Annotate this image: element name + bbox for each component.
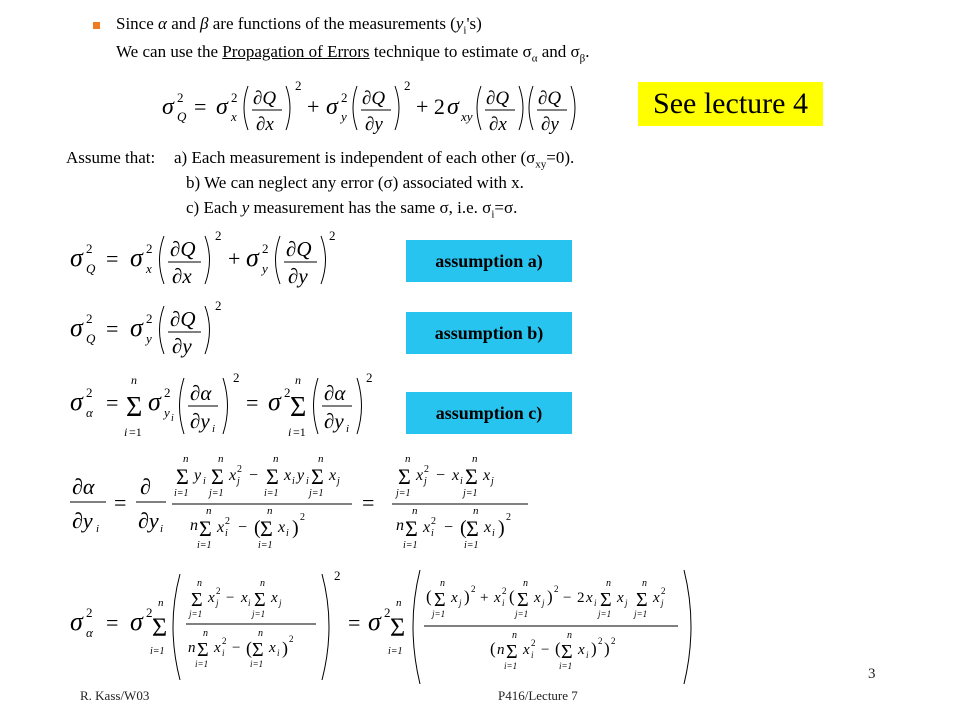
svg-text:x: x — [617, 590, 624, 606]
svg-text:x: x — [208, 590, 215, 606]
svg-text:): ) — [464, 587, 470, 606]
svg-text:x: x — [483, 467, 491, 484]
svg-text:j: j — [237, 476, 240, 487]
svg-text:2: 2 — [86, 241, 93, 256]
svg-text:2: 2 — [300, 512, 305, 523]
svg-text:=: = — [362, 490, 375, 515]
svg-text:i: i — [431, 528, 434, 539]
svg-text:2: 2 — [611, 636, 616, 646]
svg-text:n: n — [218, 453, 224, 465]
svg-text:2: 2 — [334, 568, 341, 583]
svg-text:x: x — [278, 519, 286, 536]
svg-text:i=1: i=1 — [258, 540, 273, 551]
svg-text:x: x — [284, 467, 292, 484]
svg-text:i: i — [292, 476, 295, 487]
svg-text:n: n — [472, 453, 478, 465]
svg-text:i: i — [502, 598, 505, 608]
svg-text:y: y — [146, 331, 152, 346]
svg-text:j: j — [459, 598, 462, 608]
svg-text:σ: σ — [70, 313, 83, 342]
svg-text:y: y — [194, 467, 202, 484]
svg-text:+: + — [307, 94, 320, 119]
svg-text:α: α — [86, 405, 93, 420]
svg-text:x: x — [452, 467, 460, 484]
svg-text:−: − — [226, 590, 235, 606]
svg-text:=: = — [106, 390, 119, 415]
svg-text:=: = — [106, 246, 119, 271]
svg-text:i=1: i=1 — [150, 646, 165, 657]
svg-text:2: 2 — [554, 584, 559, 594]
svg-text:n: n — [267, 505, 273, 517]
svg-text:2: 2 — [295, 78, 302, 93]
svg-text:n: n — [190, 517, 198, 534]
assumption-b-label: assumption b) — [406, 312, 572, 354]
svg-text:j=1: j=1 — [634, 609, 648, 619]
svg-text:2: 2 — [225, 516, 230, 527]
svg-text:n: n — [203, 628, 208, 639]
svg-text:x: x — [271, 590, 278, 606]
svg-text:x: x — [494, 590, 501, 606]
svg-text:2: 2 — [231, 90, 238, 105]
svg-text:): ) — [498, 517, 505, 539]
propagation-of-errors-link[interactable]: Propagation of Errors — [222, 42, 370, 61]
assumption-c-label: assumption c) — [406, 392, 572, 434]
intro-close: 's) — [466, 14, 482, 33]
svg-text:2: 2 — [164, 385, 171, 400]
svg-text:−: − — [249, 467, 259, 484]
svg-text:−: − — [232, 640, 241, 656]
svg-text:j: j — [424, 476, 427, 487]
svg-text:j: j — [337, 476, 340, 487]
svg-text:i=1: i=1 — [195, 659, 209, 669]
svg-text:∂y: ∂y — [138, 508, 159, 533]
svg-text:2: 2 — [146, 605, 153, 620]
svg-text:x: x — [416, 467, 424, 484]
svg-text:Σ: Σ — [290, 392, 307, 423]
svg-text:i=1: i=1 — [174, 488, 189, 499]
svg-text:Σ: Σ — [636, 589, 648, 611]
svg-text:i: i — [212, 423, 216, 435]
svg-text:∂α: ∂α — [324, 381, 346, 405]
see-lecture-callout: See lecture 4 — [638, 82, 823, 126]
svg-text:2: 2 — [284, 385, 291, 400]
svg-text:σ: σ — [130, 243, 143, 272]
equation-assumption-b — [66, 294, 226, 360]
svg-text:j=1: j=1 — [515, 609, 529, 619]
svg-text:∂Q: ∂Q — [538, 88, 562, 109]
intro-we-can: We can use the — [116, 42, 218, 61]
svg-text:Σ: Σ — [197, 639, 209, 661]
svg-text:2: 2 — [506, 512, 511, 523]
svg-text:2: 2 — [471, 584, 476, 594]
svg-text:(: ( — [246, 638, 252, 658]
assumption-b-text: b) We can neglect any error (σ) associated with x. — [186, 173, 524, 192]
svg-text:=1: =1 — [293, 425, 306, 439]
svg-text:Σ: Σ — [266, 464, 279, 489]
svg-text:Σ: Σ — [466, 516, 479, 541]
svg-text:i: i — [222, 648, 225, 658]
svg-text:): ) — [591, 639, 597, 658]
intro-and-2: and — [541, 42, 567, 61]
svg-text:2: 2 — [222, 636, 227, 646]
svg-text:∂x: ∂x — [256, 114, 274, 135]
svg-text:i: i — [306, 476, 309, 487]
intro-and: and — [171, 14, 196, 33]
svg-text:Σ: Σ — [176, 464, 189, 489]
svg-text:∂y: ∂y — [72, 508, 93, 533]
svg-text:2: 2 — [661, 586, 666, 596]
svg-text:σ: σ — [447, 94, 459, 120]
svg-text:n: n — [183, 453, 189, 465]
svg-text:=: = — [106, 316, 119, 341]
svg-text:σ: σ — [148, 387, 161, 416]
svg-text:j: j — [491, 476, 494, 487]
svg-text:n: n — [158, 597, 164, 609]
svg-text:j=1: j=1 — [309, 488, 324, 499]
svg-text:2: 2 — [366, 370, 373, 385]
svg-text:2: 2 — [86, 385, 93, 400]
svg-text:2: 2 — [289, 634, 294, 644]
svg-text:σ: σ — [268, 387, 281, 416]
svg-text:2: 2 — [146, 311, 153, 326]
svg-text:i=1: i=1 — [559, 661, 573, 671]
intro-line-2: We can use the Propagation of Errors technique to estimate $\sigma_\alpha$ and $\sigma_\beta$. — [116, 42, 590, 65]
svg-text:n: n — [197, 578, 202, 589]
svg-text:x: x — [484, 519, 492, 536]
svg-text:n: n — [188, 640, 196, 656]
svg-text:Q: Q — [86, 331, 96, 346]
svg-text:x: x — [653, 590, 660, 606]
svg-text:Q: Q — [86, 261, 96, 276]
svg-text:i: i — [594, 598, 597, 608]
svg-text:Σ: Σ — [434, 589, 446, 611]
svg-text:=: = — [246, 390, 259, 415]
svg-text:i: i — [586, 650, 589, 660]
svg-text:n: n — [258, 628, 263, 639]
svg-text:i=1: i=1 — [388, 646, 403, 657]
svg-text:x: x — [269, 640, 276, 656]
svg-text:x: x — [146, 261, 152, 276]
svg-text:Σ: Σ — [600, 589, 612, 611]
svg-text:Q: Q — [177, 109, 187, 124]
svg-text:=: = — [194, 94, 207, 119]
svg-text:2: 2 — [216, 586, 221, 596]
svg-text:(: ( — [555, 639, 561, 658]
svg-text:2: 2 — [262, 241, 269, 256]
svg-text:Σ: Σ — [152, 613, 168, 642]
intro-line-1 — [116, 14, 482, 40]
svg-text:Σ: Σ — [254, 589, 266, 611]
svg-text:(: ( — [426, 587, 432, 606]
svg-text:n: n — [473, 505, 479, 517]
svg-text:−: − — [563, 590, 572, 606]
svg-text:∂y: ∂y — [190, 409, 210, 433]
svg-text:=: = — [106, 610, 119, 635]
svg-text:j=1: j=1 — [189, 609, 203, 619]
svg-text:n: n — [273, 453, 279, 465]
svg-text:σ: σ — [130, 313, 143, 342]
svg-text:xy: xy — [461, 109, 473, 124]
svg-text:∂y: ∂y — [288, 264, 308, 288]
svg-text:i: i — [160, 523, 164, 535]
svg-text:n: n — [131, 373, 137, 387]
svg-text:x: x — [523, 642, 530, 658]
svg-text:): ) — [282, 638, 288, 658]
svg-text:+: + — [228, 246, 241, 271]
svg-text:=1: =1 — [129, 425, 142, 439]
svg-text:j=1: j=1 — [396, 488, 411, 499]
svg-text:(: ( — [254, 517, 261, 539]
svg-text:σ: σ — [368, 607, 381, 636]
svg-text:i: i — [225, 528, 228, 539]
svg-text:Σ: Σ — [506, 641, 518, 663]
svg-text:i: i — [288, 425, 292, 439]
footer-course: P416/Lecture 7 — [498, 688, 578, 703]
svg-text:Σ: Σ — [405, 516, 418, 541]
svg-text:n: n — [606, 578, 611, 589]
svg-text:n: n — [512, 630, 517, 641]
svg-text:i: i — [286, 528, 289, 539]
svg-text:=: = — [348, 610, 361, 635]
equation-assumption-a — [66, 224, 336, 290]
svg-text:(: ( — [509, 587, 515, 606]
svg-text:x: x — [586, 590, 593, 606]
svg-text:2: 2 — [424, 464, 429, 475]
svg-text:∂Q: ∂Q — [253, 88, 277, 109]
svg-text:i: i — [248, 598, 251, 608]
svg-text:n: n — [567, 630, 572, 641]
svg-text:i=1: i=1 — [403, 540, 418, 551]
svg-text:n: n — [260, 578, 265, 589]
svg-text:i: i — [96, 523, 100, 535]
svg-text:i: i — [346, 423, 350, 435]
svg-text:): ) — [292, 517, 299, 539]
svg-text:2: 2 — [86, 311, 93, 326]
svg-text:−: − — [541, 642, 550, 658]
svg-text:Σ: Σ — [191, 589, 203, 611]
svg-text:n: n — [396, 517, 404, 534]
yi-subscript: i — [463, 24, 467, 37]
svg-text:j=1: j=1 — [463, 488, 478, 499]
svg-text:σ: σ — [216, 94, 228, 120]
svg-text:x: x — [231, 109, 237, 124]
svg-text:∂: ∂ — [140, 474, 151, 499]
equation-variance-alpha — [66, 562, 806, 690]
svg-text:x: x — [451, 590, 458, 606]
intro-since: Since — [116, 14, 154, 33]
svg-text:−: − — [436, 467, 446, 484]
assumption-a-text: a) Each measurement is independent of each other $(\sigma_{xy}=0)$. — [174, 148, 575, 171]
alpha-symbol: α — [158, 14, 167, 33]
svg-text:∂y: ∂y — [541, 114, 559, 135]
svg-text:Σ: Σ — [390, 613, 406, 642]
sigma-beta: $\sigma_\beta$ — [570, 42, 586, 65]
svg-text:y: y — [341, 109, 347, 124]
svg-text:2: 2 — [237, 464, 242, 475]
equation-derivative-alpha — [66, 448, 546, 560]
svg-text:n: n — [642, 578, 647, 589]
svg-text:2: 2 — [404, 78, 411, 93]
svg-text:n: n — [497, 642, 505, 658]
svg-text:∂Q: ∂Q — [170, 237, 196, 261]
svg-text:y: y — [262, 261, 268, 276]
svg-text:∂α: ∂α — [190, 381, 212, 405]
svg-text:Σ: Σ — [311, 464, 324, 489]
footer-author: R. Kass/W03 — [80, 688, 150, 703]
svg-text:σ: σ — [70, 387, 83, 416]
svg-text:x: x — [229, 467, 237, 484]
svg-text:j: j — [279, 598, 282, 608]
svg-text:2: 2 — [384, 605, 391, 620]
svg-text:2: 2 — [598, 636, 603, 646]
svg-text:j: j — [542, 598, 545, 608]
svg-text:2: 2 — [431, 516, 436, 527]
svg-text:∂y: ∂y — [172, 334, 192, 358]
svg-text:x: x — [578, 642, 585, 658]
svg-text:n: n — [405, 453, 411, 465]
svg-text:i=1: i=1 — [464, 540, 479, 551]
svg-text:i: i — [203, 476, 206, 487]
svg-text:i: i — [171, 413, 174, 424]
svg-text:∂y: ∂y — [324, 409, 344, 433]
svg-text:+ 2: + 2 — [416, 94, 445, 119]
yi-symbol: y — [455, 14, 464, 33]
svg-text:σ: σ — [246, 243, 259, 272]
svg-text:Σ: Σ — [561, 641, 573, 663]
svg-text:i: i — [277, 648, 280, 658]
intro-technique: technique to estimate — [373, 42, 519, 61]
svg-text:2: 2 — [146, 241, 153, 256]
svg-text:x: x — [217, 519, 225, 536]
svg-text:Σ: Σ — [252, 639, 264, 661]
svg-text:2: 2 — [177, 90, 184, 105]
assumption-a-label: assumption a) — [406, 240, 572, 282]
svg-text:Σ: Σ — [465, 464, 478, 489]
svg-text:2: 2 — [531, 638, 536, 648]
svg-text:x: x — [241, 590, 248, 606]
svg-text:∂Q: ∂Q — [170, 307, 196, 331]
svg-text:2: 2 — [233, 370, 240, 385]
svg-text:Σ: Σ — [199, 516, 212, 541]
svg-text:σ: σ — [70, 607, 83, 636]
svg-text:y: y — [164, 405, 170, 420]
svg-text:α: α — [86, 625, 93, 640]
assumption-c-text: c) Each y measurement has the same σ, i.e. $\sigma_i=\sigma$. — [186, 198, 518, 221]
svg-text:i=1: i=1 — [504, 661, 518, 671]
svg-text:x: x — [423, 519, 431, 536]
svg-text:): ) — [604, 639, 610, 658]
svg-text:n: n — [318, 453, 324, 465]
svg-text:σ: σ — [130, 607, 143, 636]
svg-text:∂y: ∂y — [365, 114, 383, 135]
svg-text:j: j — [625, 598, 628, 608]
svg-text:n: n — [440, 578, 445, 589]
svg-text:(: ( — [490, 639, 496, 658]
svg-text:i: i — [460, 476, 463, 487]
svg-text:2: 2 — [329, 228, 336, 243]
svg-text:σ: σ — [326, 94, 338, 120]
svg-text:Σ: Σ — [260, 516, 273, 541]
svg-text:j=1: j=1 — [598, 609, 612, 619]
assume-lead: Assume that: — [66, 148, 156, 167]
page-number: 3 — [868, 666, 876, 682]
equation-assumption-c — [66, 364, 376, 444]
bullet-marker — [93, 22, 100, 29]
svg-text:j: j — [216, 598, 219, 608]
svg-text:j=1: j=1 — [432, 609, 446, 619]
svg-text:j=1: j=1 — [252, 609, 266, 619]
svg-text:i: i — [531, 650, 534, 660]
svg-text:y: y — [297, 467, 305, 484]
svg-text:i=1: i=1 — [264, 488, 279, 499]
svg-text:n: n — [396, 597, 402, 609]
svg-text:2: 2 — [215, 298, 222, 313]
svg-text:n: n — [295, 373, 301, 387]
svg-text:−: − — [238, 519, 248, 536]
svg-text:): ) — [547, 587, 553, 606]
intro-functions: are functions of the measurements ( — [212, 14, 456, 33]
svg-text:σ: σ — [70, 243, 83, 272]
svg-text:x: x — [214, 640, 221, 656]
svg-text:∂Q: ∂Q — [486, 88, 510, 109]
svg-text:j=1: j=1 — [209, 488, 224, 499]
svg-text:σ: σ — [162, 94, 174, 120]
svg-text:j: j — [661, 598, 664, 608]
svg-text:2: 2 — [86, 605, 93, 620]
svg-text:∂x: ∂x — [172, 264, 192, 288]
svg-text:Σ: Σ — [126, 392, 143, 423]
svg-text:∂α: ∂α — [72, 474, 95, 499]
svg-text:(: ( — [460, 517, 467, 539]
svg-text:Σ: Σ — [398, 464, 411, 489]
svg-text:∂x: ∂x — [489, 114, 507, 135]
svg-text:i: i — [124, 425, 128, 439]
svg-text:Σ: Σ — [211, 464, 224, 489]
svg-text:n: n — [206, 505, 212, 517]
svg-text:Σ: Σ — [517, 589, 529, 611]
svg-text:=: = — [114, 490, 127, 515]
svg-text:i: i — [492, 528, 495, 539]
sigma-alpha: $\sigma_\alpha$ — [522, 42, 538, 65]
svg-text:i=1: i=1 — [197, 540, 212, 551]
svg-text:∂Q: ∂Q — [362, 88, 386, 109]
beta-symbol: β — [200, 14, 209, 33]
svg-text:x: x — [534, 590, 541, 606]
svg-text:2: 2 — [341, 90, 348, 105]
svg-text:∂Q: ∂Q — [286, 237, 312, 261]
equation-propagation-of-errors — [150, 72, 590, 142]
svg-text:i=1: i=1 — [250, 659, 264, 669]
svg-text:n: n — [412, 505, 418, 517]
svg-text:−: − — [444, 519, 454, 536]
svg-text:2: 2 — [502, 586, 507, 596]
svg-text:+: + — [480, 590, 489, 606]
svg-text:x: x — [329, 467, 337, 484]
svg-text:2: 2 — [577, 590, 585, 606]
svg-text:n: n — [523, 578, 528, 589]
svg-text:2: 2 — [215, 228, 222, 243]
